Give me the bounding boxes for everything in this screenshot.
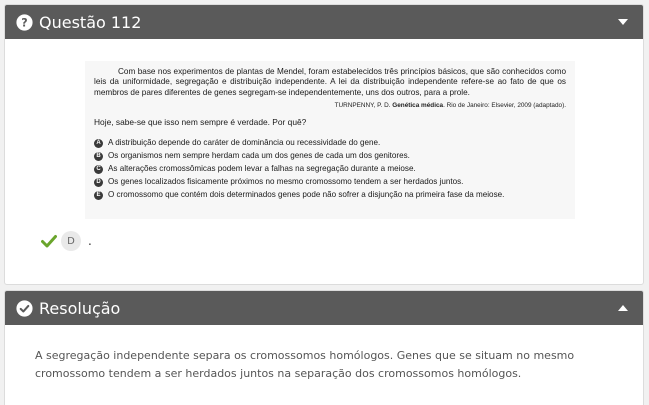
option-letter: E [94, 191, 103, 200]
resolution-panel [4, 290, 644, 405]
option-e[interactable] [94, 189, 566, 202]
caret-up-icon[interactable] [613, 291, 633, 325]
svg-text:?: ? [20, 15, 28, 29]
option-d[interactable] [94, 176, 566, 189]
question-citation: TURNPENNY, P. D. Genética médica. Rio de Janeiro: Elsevier, 2009 (adaptado). [334, 102, 566, 110]
option-a[interactable] [94, 137, 566, 150]
question-statement [85, 61, 575, 219]
option-letter: B [94, 152, 103, 161]
resolution-text: A segregação independente separa os cromossomos homólogos. Genes que se situam no mesmo cromossomo tendem a ser herdados juntos na separação dos cromossomos homólogos. [35, 349, 575, 380]
options-list [94, 137, 566, 202]
option-letter: A [94, 139, 103, 148]
question-panel [4, 4, 644, 285]
question-panel-header[interactable] [5, 5, 643, 39]
option-text: As alterações cromossômicas podem levar a falhas na segregação durante a meiose. [108, 164, 416, 174]
check-circle-icon [15, 299, 33, 317]
option-text: Os genes localizados fisicamente próximos no mesmo cromossomo tendem a ser herdados juntos. [108, 176, 464, 186]
question-title: Questão 112 [39, 12, 142, 32]
resolution-title: Resolução [39, 298, 121, 318]
question-prompt: Hoje, sabe-se que isso nem sempre é verdade. Por quê? [94, 117, 307, 128]
option-text: Os organismos nem sempre herdam cada um dos genes de cada um dos genitores. [108, 151, 410, 161]
caret-down-icon[interactable] [613, 5, 633, 39]
option-text: A distribuição depende do caráter de dominância ou recessividade do gene. [108, 138, 381, 148]
option-text: O cromossomo que contém dois determinados genes pode não sofrer a disjunção na primeira fase da meiose. [108, 189, 505, 199]
check-icon [41, 233, 57, 249]
question-circle-icon [15, 13, 33, 31]
option-c[interactable] [94, 163, 566, 176]
question-intro: Com base nos experimentos de plantas de Mendel, foram estabelecidos três princípios básicos, que são conhecidos como leis da uniformidade, segregação e distribuição independente. A lei da distribuição independente refere-se ao fato de que os membros de pares diferentes de genes segregam-se independentemente, uns dos outros, para a prole. [94, 67, 566, 97]
resolution-panel-header[interactable] [5, 291, 643, 325]
option-letter: D [94, 178, 103, 187]
answer-letter-badge: D [61, 231, 81, 251]
answer-suffix: . [88, 234, 92, 248]
option-letter: C [94, 165, 103, 174]
option-b[interactable] [94, 150, 566, 163]
answer-row [41, 231, 92, 251]
